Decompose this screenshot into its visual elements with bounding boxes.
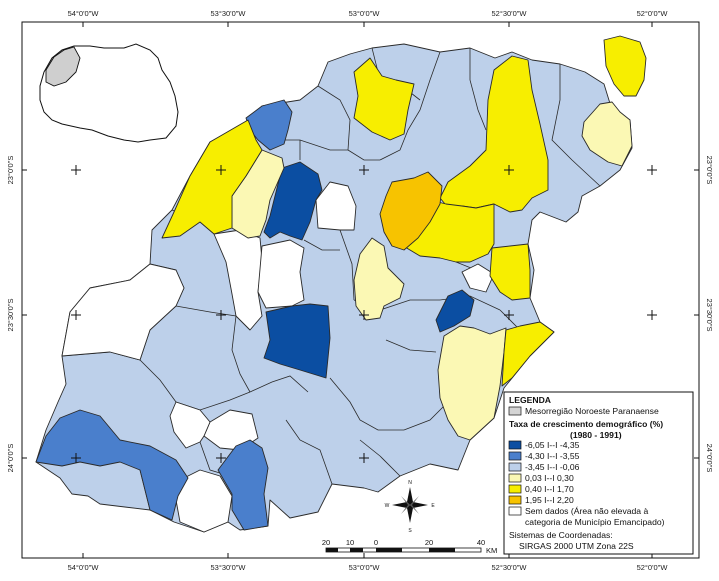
scale-label: 20 — [424, 538, 434, 547]
top-coord-label: 53°30'0"W — [210, 9, 246, 18]
top-coord-label: 54°0'0"W — [67, 9, 99, 18]
scale-label: 40 — [476, 538, 486, 547]
legend-swatch — [509, 463, 521, 471]
top-coord-label: 53°0'0"W — [348, 9, 380, 18]
legend-swatch — [509, 441, 521, 449]
right-coord-label: 23°30'0"S — [705, 298, 714, 332]
legend — [504, 392, 693, 554]
legend-class-label: -3,45 I--I -0,06 — [525, 462, 580, 472]
legend-class-label: 0,40 I--I 1,70 — [525, 484, 574, 494]
legend-period: (1980 - 1991) — [570, 430, 622, 440]
legend-coord-title: Sistemas de Coordenadas: — [509, 530, 613, 540]
legend-class-label: -6,05 I--I -4,35 — [525, 440, 580, 450]
legend-class-label: 0,03 I--I 0,30 — [525, 473, 574, 483]
bottom-coord-label: 53°0'0"W — [348, 563, 380, 572]
bottom-coord-label: 53°30'0"W — [210, 563, 246, 572]
compass-w-label: W — [384, 503, 390, 509]
scale-unit: KM — [486, 546, 498, 555]
legend-coord-system: SIRGAS 2000 UTM Zona 22S — [519, 541, 634, 551]
top-coord-label: 52°0'0"W — [636, 9, 668, 18]
left-coord-label: 24°0'0"S — [6, 443, 15, 473]
no-data-area — [258, 240, 304, 308]
legend-no-data-line1: Sem dados (Área não elevada à — [525, 506, 649, 516]
compass-e-label: E — [431, 503, 435, 509]
legend-class-label: -4,30 I--I -3,55 — [525, 451, 580, 461]
right-coord-label: 24°0'0"S — [705, 443, 714, 473]
top-coord-label: 52°30'0"W — [491, 9, 527, 18]
legend-region-label: Mesorregião Noroeste Paranaense — [525, 406, 659, 416]
legend-swatch-region — [509, 407, 521, 415]
compass-n-label: N — [408, 480, 412, 486]
scale-label: 0 — [373, 538, 379, 547]
scale-label: 10 — [345, 538, 355, 547]
left-coord-label: 23°0'0"S — [6, 155, 15, 185]
legend-no-data-line2: categoria de Município Emancipado) — [525, 517, 665, 527]
legend-swatch — [509, 485, 521, 493]
legend-rate-title: Taxa de crescimento demográfico (%) — [509, 419, 664, 429]
bottom-coord-label: 52°30'0"W — [491, 563, 527, 572]
legend-swatch-no-data — [509, 507, 521, 515]
compass-s-label: S — [408, 528, 412, 534]
legend-title: LEGENDA — [509, 395, 552, 405]
left-coord-label: 23°30'0"S — [6, 298, 15, 332]
legend-class-label: 1,95 I--I 2,20 — [525, 495, 574, 505]
bottom-coord-label: 54°0'0"W — [67, 563, 99, 572]
legend-swatch — [509, 452, 521, 460]
right-coord-label: 23°0'0"S — [705, 155, 714, 185]
legend-swatch — [509, 474, 521, 482]
legend-swatch — [509, 496, 521, 504]
bottom-coord-label: 52°0'0"W — [636, 563, 668, 572]
scale-label: 20 — [321, 538, 331, 547]
